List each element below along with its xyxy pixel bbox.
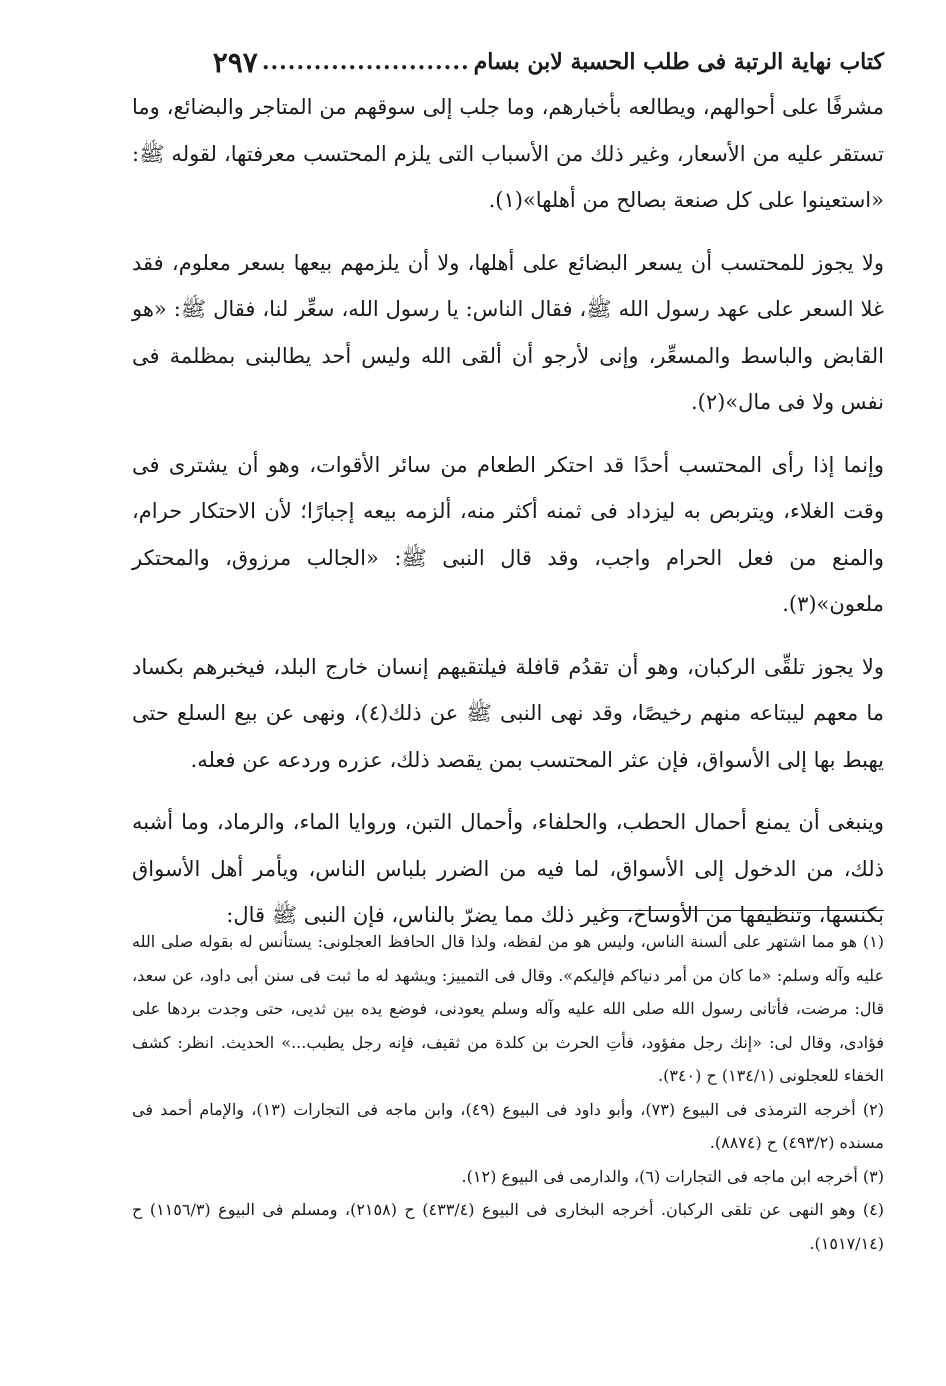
footnote-divider (604, 910, 884, 911)
footnote: (٤) وهو النهى عن تلقى الركبان. أخرجه البخارى فى البيوع (٤٣٣/٤) ح (٢١٥٨)، ومسلم فى البيوع (١١٥٦/٣) ح (١٥١٧/١٤). (132, 1200, 885, 1253)
paragraph: ولا يجوز للمحتسب أن يسعر البضائع على أهلها، ولا أن يلزمهم بيعها بسعر معلوم، فقد غلا السعر على عهد رسول الله ﷺ، فقال الناس: يا رسول الله، سعِّر لنا، فقال ﷺ: «هو القابض والباسط والمسعِّر، وإنى لأرجو أن ألقى الله وليس أحد يطالبنى بمظلمة فى نفس ولا فى مال»(٢). (132, 250, 884, 414)
paragraph: مشرفًا على أحوالهم، ويطالعه بأخبارهم، وما جلب إلى سوقهم من المتاجر والبضائع، وما تستقر عليه من الأسعار، وغير ذلك من الأسباب التى يلزم المحتسب معرفتها، لقوله ﷺ: «استعينوا على كل صنعة بصالح من أهلها»(١). (132, 95, 884, 212)
header-leader-dots: ........................ (261, 49, 470, 75)
footnote: (٢) أخرجه الترمذى فى البيوع (٧٣)، وأبو داود فى البيوع (٤٩)، وابن ماجه فى التجارات (١٣)، والإمام أحمد فى مسنده (٤٩٣/٢) ح (٨٨٧٤). (132, 1099, 884, 1152)
running-header (132, 44, 884, 80)
paragraph: ولا يجوز تلقِّى الركبان، وهو أن تقدُم قافلة فيلتقيهم إنسان خارج البلد، فيخبرهم بكساد ما معهم ليبتاعه منهم رخيصًا، وقد نهى النبى ﷺ عن ذلك(٤)، ونهى عن بيع السلع حتى يهبط بها إلى الأسواق، فإن عثر المحتسب بمن يقصد ذلك، عزره وردعه عن فعله. (132, 654, 884, 772)
book-title: كتاب نهاية الرتبة فى طلب الحسبة لابن بسام (473, 49, 884, 75)
paragraph: وينبغى أن يمنع أحمال الحطب، والحلفاء، وأحمال التبن، وروايا الماء، والرماد، وما أشبه ذلك، من الدخول إلى الأسواق، لما فيه من الضرر بلباس الناس، ويأمر أهل الأسواق بكنسها، وتنظيفها من الأوساخ، وغير ذلك مما يضرّ بالناس، فإن النبى ﷺ قال: (132, 810, 885, 927)
page-number: ٢٩٧ (212, 45, 258, 79)
footnote: (٣) أخرجه ابن ماجه فى التجارات (٦)، والدارمى فى البيوع (١٢). (461, 1166, 884, 1186)
paragraph: وإنما إذا رأى المحتسب أحدًا قد احتكر الطعام من سائر الأقوات، وهو أن يشترى فى وقت الغلاء، ويتربص به ليزداد فى ثمنه أكثر منه، ألزمه بيعه إجبارًا؛ لأن الاحتكار حرام، والمنع من فعل الحرام واجب، وقد قال النبى ﷺ: «الجالب مرزوق، والمحتكر ملعون»(٣). (132, 452, 884, 616)
footnote: (١) هو مما اشتهر على ألسنة الناس، وليس هو من لفظه، ولذا قال الحافظ العجلونى: يستأنس له بقوله صلى الله عليه وآله وسلم: «ما كان من أمر دنياكم فإليكم». وقال فى التمييز: ويشهد له ما ثبت فى سنن أبى داود، عن سعد، قال: مرضت، فأتانى رسول الله صلى الله عليه وآله وسلم يعودنى، فوضع يده بين ثديى، حتى وجدت بردها على فؤادى، وقال لى: «إنك رجل مفؤود، فأتِ الحرث بن كلدة من ثقيف، فإنه رجل يطبب...» الحديث. انظر: كشف الخفاء للعجلونى (١٣٤/١) ح (٣٤٠). (132, 932, 885, 1085)
main-text (132, 84, 884, 939)
footnotes (132, 925, 884, 1260)
